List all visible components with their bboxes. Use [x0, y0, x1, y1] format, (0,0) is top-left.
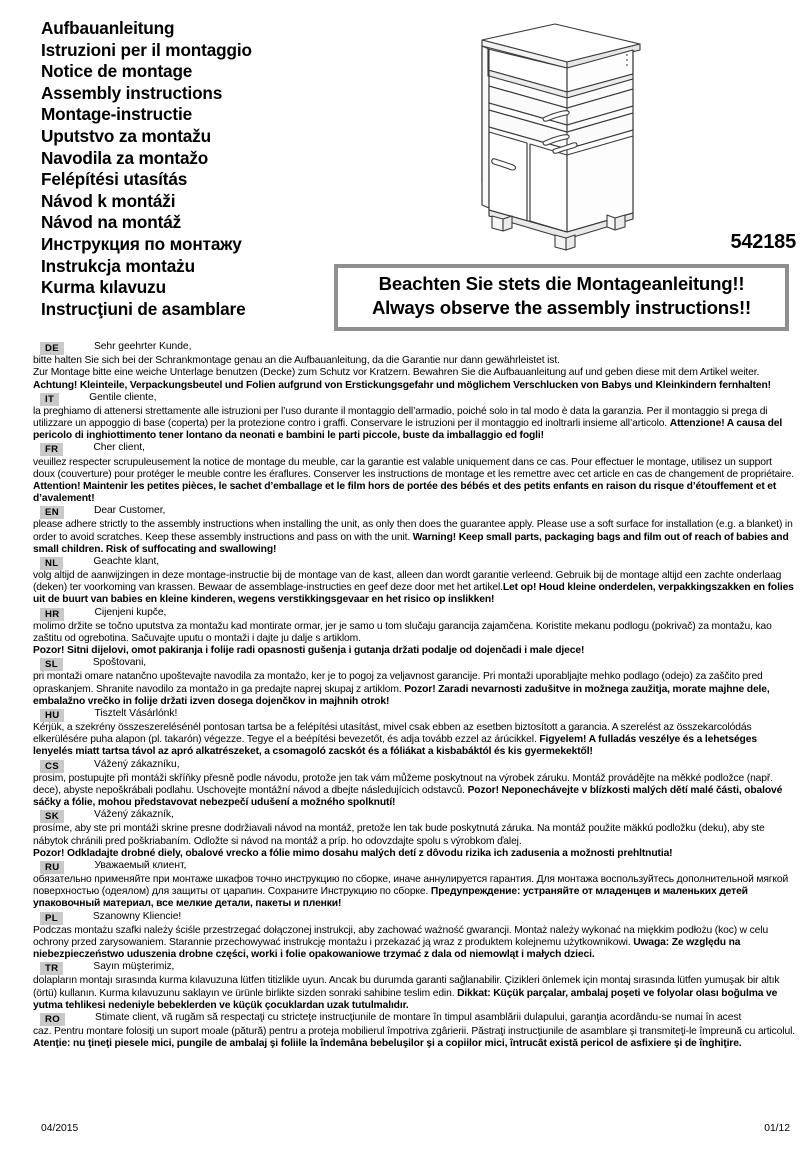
title-line: Kurma kılavuzu: [41, 277, 166, 298]
title-line: Istruzioni per il montaggio: [41, 39, 252, 60]
document-header: [0, 0, 808, 340]
language-salutation: Vážený zákazník,: [93, 809, 174, 821]
language-salutation: Szanowny Kliencie!: [92, 910, 182, 922]
title-line: Instrukcja montażu: [41, 255, 195, 276]
language-body-text: обязательно применяйте при монтаже шкафов точно инструкцию по сборке, иначе аннулируется гарантия. Для монтажа воспользуйтесь дополнительной мягкой поверхностью (одеялом) для защиты от царапин. Сохраните Инструкцию по сборке. Предупреждение: устраняйте от младенцев и маленьких детей упаковочный материал, все мелкие детали, пакеты и пленки!: [33, 874, 789, 910]
language-salutation: Cijenjeni kupče,: [94, 606, 167, 618]
language-salutation: Dear Customer,: [93, 505, 166, 517]
language-body-text: Kérjük, a szekrény összeszerelésénél pontosan tartsa be a felépítési utasítást, mivel csak ebben az esetben biztosított a garancia. A szerelést az összekarcolódás elkerülésére puha alapon (pl. takarón) végezze. Tegye el a beépítési bevezetőt, és adja tovább ezzel az árúcikkel. Figyelem! A fulladás veszélye és a lehetséges lenyelés miatt tartsa távol az apró alkatrészeket, a csomagoló zacskót és a fóliákat a kisbabáktól és kis gyermekektől!: [33, 722, 757, 758]
language-body-text: molimo držite se točno uputstva za montažu kad montirate ormar, jer je samo u tom slučaju garancija zajamčena. Koristite mekanu podlogu (pokrivač) za montažu, kao zaštitu od ogrebotina. Sačuvajte uputu o montaži i dajte ju dalje s artiklom. Pozor! Sitni dijelovi, omot pakiranja i folije radi opasnosti gušenja i gutanja držati podalje od dojenčadi i male djece!: [33, 620, 772, 657]
language-block-de: [33, 341, 795, 392]
language-code-badge: TR: [40, 962, 63, 975]
language-code-badge: CS: [40, 760, 64, 773]
language-block-sl: [33, 657, 795, 708]
language-code-badge: NL: [40, 557, 63, 570]
language-block-ru: [33, 860, 795, 911]
language-heading: [33, 392, 795, 406]
language-salutation: Spoštovani,: [92, 657, 147, 669]
title-line: Aufbauanleitung: [41, 18, 175, 38]
language-salutation: Sayın müşterimiz,: [93, 961, 175, 973]
language-body-text: caz. Pentru montare folosiţi un suport moale (pătură) pentru a proteja mobilierul împotriva zgârierii. Păstraţi instrucţiunile de asamblare şi transmiteţi-le împreună cu articolul. Atenţie: nu ţineţi piesele mici, pungile de ambalaj şi foliile la îndemâna bebeluşilor şi a copiilor mici, întrucât există pericol de asfixiere şi de înghiţire.: [33, 1026, 795, 1050]
title-line: Felépítési utasítás: [41, 169, 188, 190]
language-code-badge: RU: [40, 861, 64, 874]
language-block-nl: [33, 556, 795, 607]
title-line: Návod na montáž: [41, 212, 182, 233]
language-salutation: Vážený zákazníku,: [93, 758, 180, 770]
language-salutation: Stimate client, vă rugăm să respectaţi cu stricteţe instrucţiunile de montare în timpul asamblării dulapului, garanţia acordându-se numai în acest: [95, 1011, 742, 1023]
language-salutation: Уважаемый клиент,: [94, 859, 187, 871]
language-salutation: Cher client,: [93, 442, 145, 454]
language-heading: [33, 961, 795, 975]
warning-box: [334, 264, 789, 331]
language-heading: [33, 759, 795, 773]
language-code-badge: DE: [40, 342, 64, 355]
language-code-badge: SL: [40, 658, 63, 671]
language-body-text: bitte halten Sie sich bei der Schrankmontage genau an die Aufbauanleitung, da die Garantie nur dann gewährleistet ist. Zur Montage bitte eine weiche Unterlage benutzen (Decke) zum Schutz vor Kratzern. Bewahren Sie die Aufbauanleitung auf und geben diese mit dem Artikel weiter. Achtung! Kleinteile, Verpackungsbeutel und Folien aufgrund von Erstickungsgefahr und möglichem Verschlucken von Babys und Kleinkindern fernhalten!: [33, 355, 771, 391]
language-heading: [33, 809, 795, 823]
language-code-badge: FR: [40, 443, 63, 456]
language-sections: [33, 341, 795, 1050]
language-code-badge: EN: [40, 506, 64, 519]
title-line: Navodila za montažo: [41, 147, 209, 168]
language-heading: [33, 911, 795, 925]
language-salutation: Gentile cliente,: [89, 391, 157, 403]
language-code-badge: IT: [40, 393, 59, 406]
language-body-text: Podczas montażu szafki należy ściśle przestrzegać dołączonej instrukcji, aby zachować ważność gwarancji. Montaż należy wykonać na miękkim podłożu (koc) w celu ochrony przed zarysowaniem. Starannie przechowywać instrukcję montażu i przekazać ją wraz z produktem kolejnemu użytkownikowi. Uwaga: Ze względu na niebezpieczeństwo uduszenia drobne części, worki i folie opakowaniowe trzymać z dala od niemowląt i małych dzieci.: [33, 924, 769, 961]
language-heading: [33, 556, 795, 570]
warning-line: Beachten Sie stets die Montageanleitung!!: [378, 273, 745, 294]
language-heading: [33, 607, 795, 621]
language-block-tr: [33, 961, 795, 1012]
article-number: 542185: [730, 231, 796, 253]
language-heading: [33, 341, 795, 355]
language-block-fr: [33, 442, 795, 505]
title-line: Instrucţiuni de asamblare: [41, 298, 246, 319]
language-heading: [33, 505, 795, 519]
language-body-text: veuillez respecter scrupuleusement la notice de montage du meuble, car la garantie est valable uniquement dans ce cas. Pour effectuer le montage, utilisez un support doux (couverture) pour protéger le meuble contre les éraflures. Conserver les instructions de montage et les remettre avec cet article en cas de changement de propriétaire. Attention! Maintenir les petites pièces, le sachet d’emballage et le film hors de portée des bébés et des petits enfants en raison du risque d’étouffement et et d’avalement!: [33, 456, 794, 505]
warning-line: Always observe the assembly instructions!!: [371, 297, 752, 318]
language-code-badge: HU: [40, 709, 64, 722]
language-block-sk: [33, 809, 795, 860]
language-body-text: dolapların montajı sırasında kurma kılavuzuna lütfen titizlikle uyun. Ancak bu durumda garanti sağlanabilir. Çizikleri önlemek için montaj sırasında lütfen yumuşak bir altık (örtü) kullanın. Kurma kılavuzunu saklayın ve ürünle birlikte sizden sonraki sahibine teslim edin. Dikkat: Küçük parçalar, ambalaj poşeti ve folyolar olası boğulma ve yutma tehlikesi nedeniyle bebeklerden ve küçük çocuklardan uzak tutulmalıdır.: [33, 975, 780, 1011]
language-block-ro: [33, 1012, 795, 1051]
title-line: Инструкция по монтажу: [41, 233, 242, 254]
title-line: Assembly instructions: [41, 82, 223, 103]
language-block-hr: [33, 607, 795, 658]
language-block-it: [33, 392, 795, 443]
language-body-text: please adhere strictly to the assembly instructions when installing the unit, as only then does the guarantee apply. Please use a soft surface for installation (e.g. a blanket) in order to avoid scratches. Keep these assembly instructions and pass on with the unit. Warning! Keep small parts, packaging bags and film out of reach of babies and small children. Risk of suffocating and swallowing!: [33, 519, 793, 555]
language-heading: [33, 860, 795, 874]
title-line: Uputstvo za montažu: [41, 125, 211, 146]
language-block-hu: [33, 708, 795, 759]
title-line: Návod k montáži: [41, 190, 176, 211]
cabinet-line-drawing: [455, 22, 745, 267]
language-block-en: [33, 505, 795, 556]
language-salutation: Geachte klant,: [93, 555, 160, 567]
language-body-text: la preghiamo di attenersi strettamente alle istruzioni per l’uso durante il montaggio dell’armadio, poiché solo in tal modo è data la garanzia. Per il montaggio si prega di utilizzare un appoggio di base (coperta) per la protezione contro i graffi. Conservare le istruzioni per il montaggio ed inoltrarli insieme all’articolo. Attenzione! A causa del pericolo di inghiottimento tener lontano da neonati e bambini le parti piccole, buste da imballaggio ed fogli!: [33, 405, 783, 442]
language-code-badge: PL: [40, 912, 63, 925]
multilingual-title-list: [41, 18, 371, 320]
language-salutation: Sehr geehrter Kunde,: [93, 341, 192, 352]
language-block-cs: [33, 759, 795, 810]
language-code-badge: SK: [40, 810, 64, 823]
language-body-text: prosim, postupujte při montáži skříňky přesně podle návodu, protože jen tak vám můžeme poskytnout na výrobek záruku. Montáž provádějte na měkké podložce (např. dece), abyste nepoškrábali podlahu. Uschovejte montážní návod a dbejte následujícich odstavců. Pozor! Neponechávejte v blízkosti malých dětí malé části, obalové sáčky a fólie, mohou představovat nebezpečí udušení a možného spolknutí!: [33, 772, 783, 809]
language-heading: [33, 1012, 795, 1026]
language-body-text: volg altijd de aanwijzingen in deze montage-instructie bij de montage van de kast, alleen dan wordt garantie verleend. Gebruik bij de montage altijd een zachte onderlaag (deken) ter voorkoming van krassen. Bewaar de assemblage-instructies en geef deze door met het artikel.Let op! Houd kleine onderdelen, verpakkingszakken en folies uit de buurt van babies en kleine kinderen, wegens verstikkingsgevaar en het risico op inslikken!: [33, 570, 794, 606]
footer-date: 04/2015: [41, 1123, 79, 1134]
language-heading: [33, 442, 795, 456]
footer-page-number: 01/12: [764, 1123, 790, 1134]
title-line: Notice de montage: [41, 61, 193, 82]
language-heading: [33, 657, 795, 671]
language-heading: [33, 708, 795, 722]
language-code-badge: RO: [40, 1013, 65, 1026]
language-code-badge: HR: [40, 608, 64, 621]
language-body-text: prosíme, aby ste pri montáži skrine presne dodržiavali návod na montáž, pretože len tak bude poskytnutá záruka. Na montáž použite mäkkú podložku (deku), aby ste nábytok chránili pred poškriabaním. Odložte si návod na montáž a príp. ho odovzdajte spolu s výrobkom ďalej. Pozor! Odkladajte drobné diely, obalové vrecko a fólie mimo dosahu malých detí z dôvodu rizika ich zadusenia a možnosti prehltnutia!: [33, 823, 765, 859]
title-line: Montage-instructie: [41, 104, 193, 125]
language-block-pl: [33, 911, 795, 962]
language-salutation: Tisztelt Vásárlónk!: [94, 707, 178, 719]
language-body-text: pri montaži omare natančno upoštevajte navodila za montažo, ker je to pogoj za veljavnost garancije. Pri montaži uporabljajte mehko podlago (odejo) za zaščito pred opraskanjem. Shranite navodilo za montažo in ga predajte naprej skupaj z artiklom. Pozor! Zaradi nevarnosti zadušitve in možnega zaužitja, morate majhne dele, embalažno vrečko in folije držati izven dosega dojenčkov in majhnih otrok!: [33, 671, 770, 707]
document-footer: [0, 1123, 808, 1139]
